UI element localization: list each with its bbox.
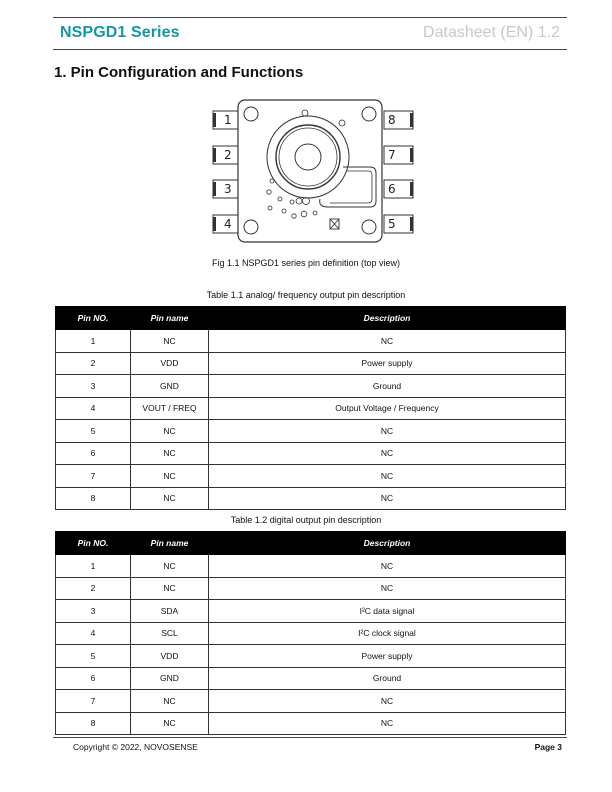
description-cell: NC [209,487,566,510]
figure-caption: Fig 1.1 NSPGD1 series pin definition (top view) [211,258,401,268]
pin-name-cell: NC [131,712,209,735]
pin-no-cell: 4 [56,397,131,420]
description-cell: NC [209,690,566,713]
pin-no-cell: 1 [56,330,131,353]
pin-name-cell: NC [131,442,209,465]
table-row [56,420,566,443]
pin-label-7: 7 [388,148,396,162]
pin-name-cell: NC [131,465,209,488]
description-cell: Ground [209,667,566,690]
pin-no-cell: 6 [56,667,131,690]
pin-name-cell: NC [131,487,209,510]
pin-name-cell: NC [131,420,209,443]
footer-rule [53,737,567,738]
description-cell: Power supply [209,352,566,375]
description-cell: NC [209,330,566,353]
table-row [56,712,566,735]
table-header-row [56,532,566,555]
col-header-description: Description [209,532,566,555]
table-row [56,442,566,465]
pin-no-cell: 3 [56,600,131,623]
pin-name-cell: GND [131,667,209,690]
pin-no-cell: 1 [56,555,131,578]
header-series-title: NSPGD1 Series [60,24,180,41]
description-cell: NC [209,555,566,578]
pin-name-cell: NC [131,330,209,353]
table-row [56,600,566,623]
table2-caption: Table 1.2 digital output pin description [230,515,382,525]
pin-label-3: 3 [224,182,232,196]
table-row [56,645,566,668]
table-row [56,622,566,645]
table-row [56,487,566,510]
pin-name-cell: VDD [131,645,209,668]
pin-label-4: 4 [224,217,232,231]
pin-no-cell: 8 [56,487,131,510]
pin-name-cell: SDA [131,600,209,623]
table-row [56,667,566,690]
pin-label-2: 2 [224,148,232,162]
pin-name-cell: SCL [131,622,209,645]
pin-no-cell: 3 [56,375,131,398]
description-cell: Ground [209,375,566,398]
section-title: 1. Pin Configuration and Functions [54,64,304,81]
table-row [56,555,566,578]
description-cell: NC [209,712,566,735]
pin-no-cell: 2 [56,352,131,375]
description-cell: NC [209,465,566,488]
col-header-pin-name: Pin name [131,307,209,330]
table1-caption: Table 1.1 analog/ frequency output pin description [206,290,406,300]
table-row [56,397,566,420]
description-cell: NC [209,442,566,465]
pin-no-cell: 5 [56,645,131,668]
table-header-row [56,307,566,330]
pin-no-cell: 7 [56,690,131,713]
description-cell: NC [209,420,566,443]
table-row [56,352,566,375]
col-header-pin-name: Pin name [131,532,209,555]
pin-no-cell: 4 [56,622,131,645]
pin-name-cell: GND [131,375,209,398]
description-cell: I²C clock signal [209,622,566,645]
pin-no-cell: 2 [56,577,131,600]
pin-label-1: 1 [224,113,232,127]
pin-label-5: 5 [388,217,396,231]
table-row [56,375,566,398]
header-top-rule [53,17,567,18]
pin-no-cell: 6 [56,442,131,465]
table-analog-pins [55,306,566,510]
pin-label-8: 8 [388,113,396,127]
footer-page-number: Page 3 [534,742,562,752]
table-row [56,577,566,600]
description-cell: Power supply [209,645,566,668]
description-cell: NC [209,577,566,600]
footer-copyright: Copyright © 2022, NOVOSENSE [73,742,198,752]
pin-no-cell: 7 [56,465,131,488]
pin-diagram [208,95,418,247]
description-cell: I²C data signal [209,600,566,623]
table-digital-pins [55,531,566,735]
table-row [56,330,566,353]
header-bottom-rule [53,49,567,50]
pin-label-6: 6 [388,182,396,196]
description-cell: Output Voltage / Frequency [209,397,566,420]
pin-name-cell: NC [131,555,209,578]
table-row [56,690,566,713]
pin-name-cell: NC [131,690,209,713]
table-row [56,465,566,488]
pin-name-cell: VDD [131,352,209,375]
header-datasheet-version: Datasheet (EN) 1.2 [423,24,560,41]
pin-name-cell: VOUT / FREQ [131,397,209,420]
col-header-description: Description [209,307,566,330]
col-header-pin-no: Pin NO. [56,532,131,555]
pin-no-cell: 5 [56,420,131,443]
pin-no-cell: 8 [56,712,131,735]
pin-name-cell: NC [131,577,209,600]
col-header-pin-no: Pin NO. [56,307,131,330]
